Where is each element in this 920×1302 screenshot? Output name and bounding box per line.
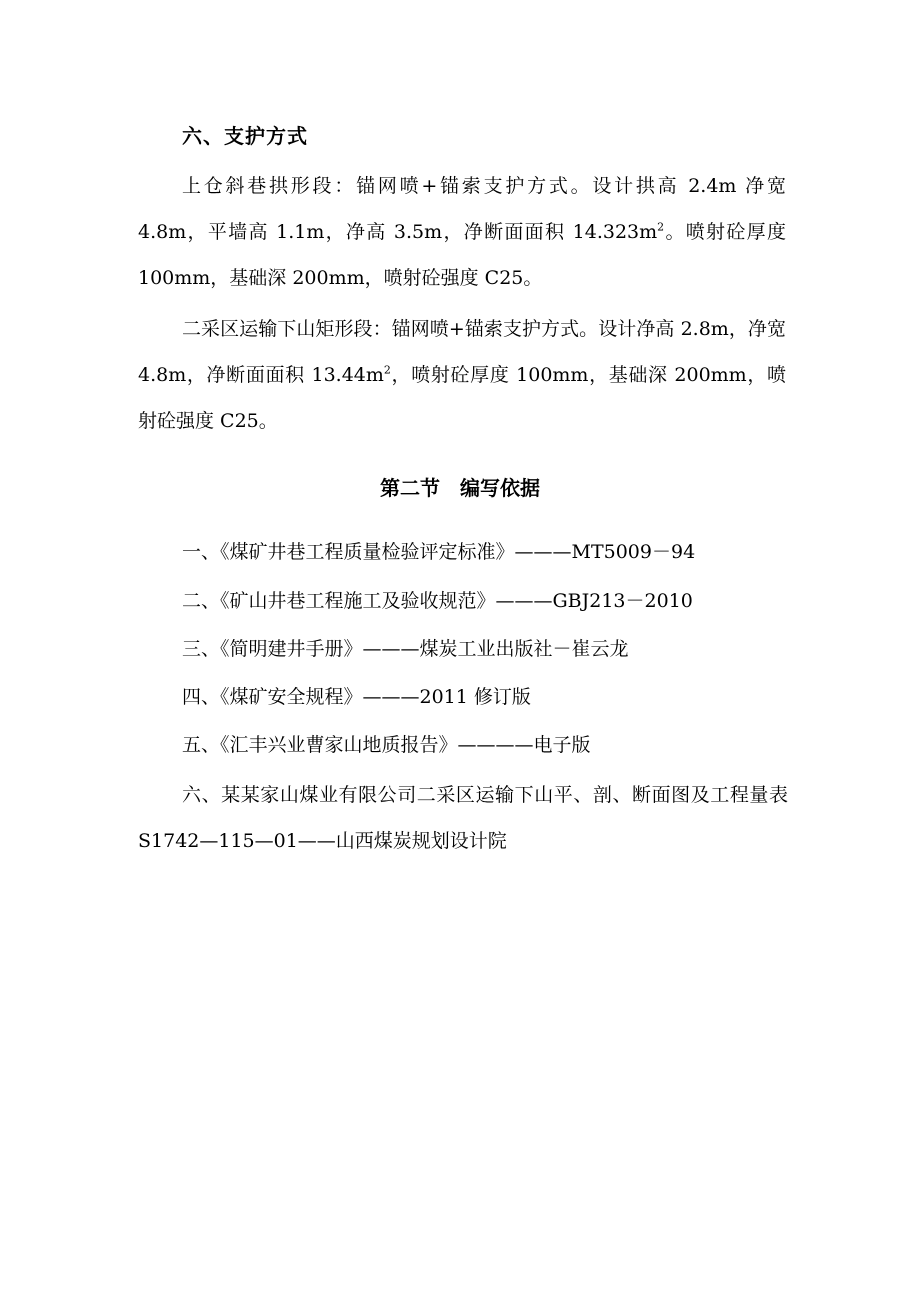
section-title: 第二节 编写依据 [380,476,540,500]
support-method-heading: 六、支护方式 [182,124,308,148]
paragraph-text: 上仓斜巷拱形段：锚网喷+锚索支护方式。设计拱高 2.4m 净宽 4.8m，平墙高 1.1m，净高 3.5m，净断面面积 14.323m [138,175,786,243]
reference-item: 六、某某家山煤业有限公司二采区运输下山平、剖、断面图及工程量表 S1742—115—01——山西煤炭规划设计院 [138,784,788,852]
reference-item: 三、《简明建井手册》———煤炭工业出版社－崔云龙 [182,638,629,660]
superscript-squared: 2 [383,363,391,377]
paragraph-text: ，喷射砼厚度 100mm，基础深 200mm，喷射砼强度 C25。 [138,364,786,432]
superscript-squared: 2 [657,220,665,234]
support-paragraph-transport-downhill [138,306,786,444]
reference-item: 一、《煤矿井巷工程质量检验评定标准》———MT5009－94 [182,541,696,563]
reference-item: 五、《汇丰兴业曹家山地质报告》————电子版 [182,734,591,756]
support-paragraph-upper-incline [138,163,786,301]
paragraph-text: 二采区运输下山矩形段：锚网喷+锚索支护方式。设计净高 2.8m，净宽 4.8m，净断面面积 13.44m [138,318,786,386]
reference-item: 二、《矿山井巷工程施工及验收规范》———GBJ213－2010 [182,590,693,612]
reference-item: 四、《煤矿安全规程》———2011 修订版 [182,686,531,708]
paragraph-text: 。喷射砼厚度 100mm，基础深 200mm，喷射砼强度 C25。 [138,221,786,289]
